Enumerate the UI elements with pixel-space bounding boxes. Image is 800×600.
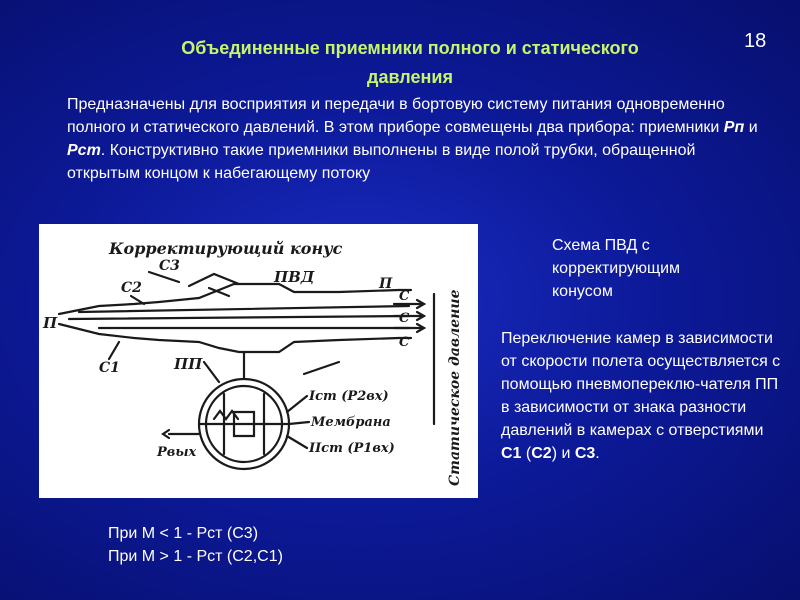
intro-paragraph	[67, 93, 767, 185]
mach-conditions	[108, 522, 408, 568]
caption-line-3: конусом	[552, 283, 613, 300]
label-p-right: П	[379, 276, 393, 292]
label-pvyh: Pвых	[157, 445, 197, 460]
label-c1: С1	[99, 360, 120, 376]
pvd-schematic-drawing	[39, 224, 478, 498]
intro-text-1: Предназначены для восприятия и передачи в бортовую систему питания одновременно полного и статического давлений. В этом приборе совмещены два прибора: приемники	[67, 96, 725, 136]
slide-number: 18	[744, 30, 767, 52]
intro-pp: Рп	[723, 119, 745, 136]
switching-text: Переключение камер в зависимости от скорости полета осуществляется с помощью пневмопереклю-чателя ПП в зависимости от знака разности давлений в камерах с отверстиями	[501, 330, 781, 439]
label-p-left: П	[43, 314, 58, 332]
switching-c2: С2	[531, 445, 552, 462]
label-pp: ПП	[174, 355, 203, 373]
title-line-2: давления	[367, 67, 453, 87]
label-c3: С3	[159, 258, 180, 274]
switching-mid1: (	[521, 445, 532, 462]
switching-c1: С1	[501, 445, 522, 462]
caption-line-1: Схема ПВД с	[552, 237, 650, 254]
label-static-pressure: Статическое давление	[447, 289, 463, 486]
slide-title	[110, 34, 710, 92]
switching-c3: С3	[574, 445, 596, 462]
label-ii-st: IIст (P1вх)	[309, 441, 395, 456]
figure-caption	[552, 234, 752, 303]
intro-and: и	[744, 119, 758, 136]
title-line-1: Объединенные приемники полного и статического	[181, 38, 639, 58]
caption-line-2: корректирующим	[552, 260, 681, 277]
label-c2: С2	[121, 280, 142, 296]
switching-end: .	[595, 445, 600, 462]
condition-subsonic: При М < 1 - Рст (С3)	[108, 525, 259, 542]
switching-paragraph	[501, 327, 781, 465]
label-c-right-bot: С	[399, 335, 410, 350]
label-i-st: Iст (P2вх)	[309, 389, 389, 404]
label-c-right-mid: С	[399, 311, 410, 326]
label-cone: Корректирующий конус	[109, 239, 343, 258]
pvd-schematic	[39, 224, 478, 498]
label-c-right-top: С	[399, 289, 410, 304]
intro-pst: Рст	[67, 142, 101, 159]
label-pvd: ПВД	[274, 268, 315, 286]
condition-supersonic: При М > 1 - Рст (С2,С1)	[108, 548, 283, 565]
switching-mid2: ) и	[551, 445, 575, 462]
intro-text-2: . Конструктивно такие приемники выполнены в виде полой трубки, обращенной открытым концом к набегающему потоку	[67, 142, 696, 182]
label-membrane: Мембрана	[311, 415, 391, 430]
